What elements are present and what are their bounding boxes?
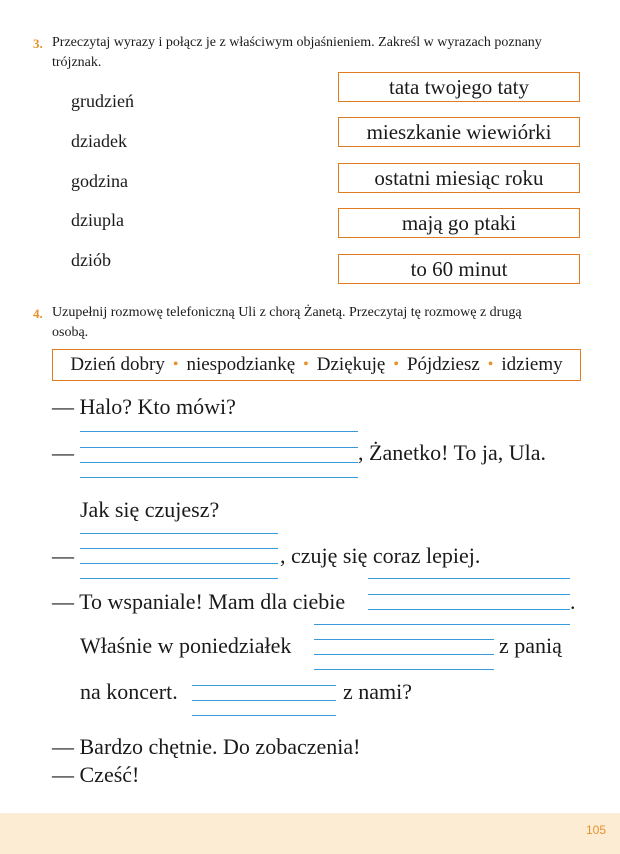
answer-blank-5[interactable] [192,700,336,701]
answer-blank-1[interactable] [80,447,358,448]
bullet-separator: • [393,356,399,373]
word-bank [52,349,581,381]
answer-blank-4[interactable] [314,639,494,640]
word-bank-item: Dziękuję [316,354,386,375]
dialog-line-1: — Halo? Kto mówi? [52,394,236,419]
word-dziadek[interactable]: dziadek [71,131,127,151]
dialog-line-6b: z panią [499,633,562,658]
blank-line[interactable] [192,715,336,716]
bullet-separator: • [487,356,494,373]
blank-line[interactable] [314,624,570,625]
dialog-line-9: — Cześć! [52,762,140,787]
exercise-4-instruction-line-1: Uzupełnij rozmowę telefoniczną Uli z chorą Żanetą. Przeczytaj tę rozmowę z drugą [52,305,522,320]
word-bank-item: niespodziankę [186,354,296,375]
dialog-line-4-text: , czuję się coraz lepiej. [280,543,481,568]
blank-line[interactable] [80,563,278,564]
answer-blank-3[interactable] [368,594,570,595]
definition-box-1[interactable]: tata twojego taty [338,72,580,102]
word-bank-item: Pójdziesz [406,354,480,375]
word-godzina[interactable]: godzina [71,171,128,191]
definition-box-3[interactable]: ostatni miesiąc roku [338,163,580,193]
dialog-dash: — [52,543,74,568]
blank-line[interactable] [80,578,278,579]
blank-line[interactable] [314,669,494,670]
dialog-line-5: — To wspaniale! Mam dla ciebie [52,589,346,614]
bullet-separator: • [303,356,309,373]
dialog-line-7a: na koncert. [80,679,178,704]
exercise-4-number: 4. [33,306,43,321]
blank-line[interactable] [314,654,494,655]
dialog-dash: — [52,440,74,465]
answer-blank-2[interactable] [80,548,278,549]
exercise-3-instruction-line-2: trójznak. [52,55,102,70]
blank-line[interactable] [80,431,358,432]
dialog-line-3: Jak się czujesz? [80,497,220,522]
exercise-4-instruction-line-2: osobą. [52,325,89,340]
blank-line[interactable] [368,609,570,610]
exercise-3-instruction-line-1: Przeczytaj wyrazy i połącz je z właściwym objaśnieniem. Zakreśl w wyrazach poznany [52,35,542,50]
blank-line[interactable] [80,477,358,478]
dialog-line-6a: Właśnie w poniedziałek [80,633,292,658]
word-dziupla[interactable]: dziupla [71,210,124,230]
page-footer [0,813,620,854]
dialog-line-5-end: . [570,589,576,614]
dialog-line-2-text: , Żanetko! To ja, Ula. [358,440,547,465]
exercise-3-number: 3. [33,36,43,51]
word-bank-item: Dzień dobry [70,354,165,375]
exercise-4-instruction [52,303,582,343]
blank-line[interactable] [192,685,336,686]
blank-line[interactable] [80,462,358,463]
blank-line[interactable] [368,578,570,579]
blank-line[interactable] [80,533,278,534]
definition-box-4[interactable]: mają go ptaki [338,208,580,238]
exercise-3-instruction [52,33,582,73]
word-dziob[interactable]: dziób [71,250,111,270]
dialog-line-7b: z nami? [343,679,413,704]
word-grudzien[interactable]: grudzień [71,91,134,111]
definition-box-2[interactable]: mieszkanie wiewiórki [338,117,580,147]
bullet-separator: • [172,356,179,373]
page-number: 105 [585,823,606,837]
definition-box-5[interactable]: to 60 minut [338,254,580,284]
dialog-line-8: — Bardzo chętnie. Do zobaczenia! [52,734,361,759]
word-bank-item: idziemy [501,354,563,375]
